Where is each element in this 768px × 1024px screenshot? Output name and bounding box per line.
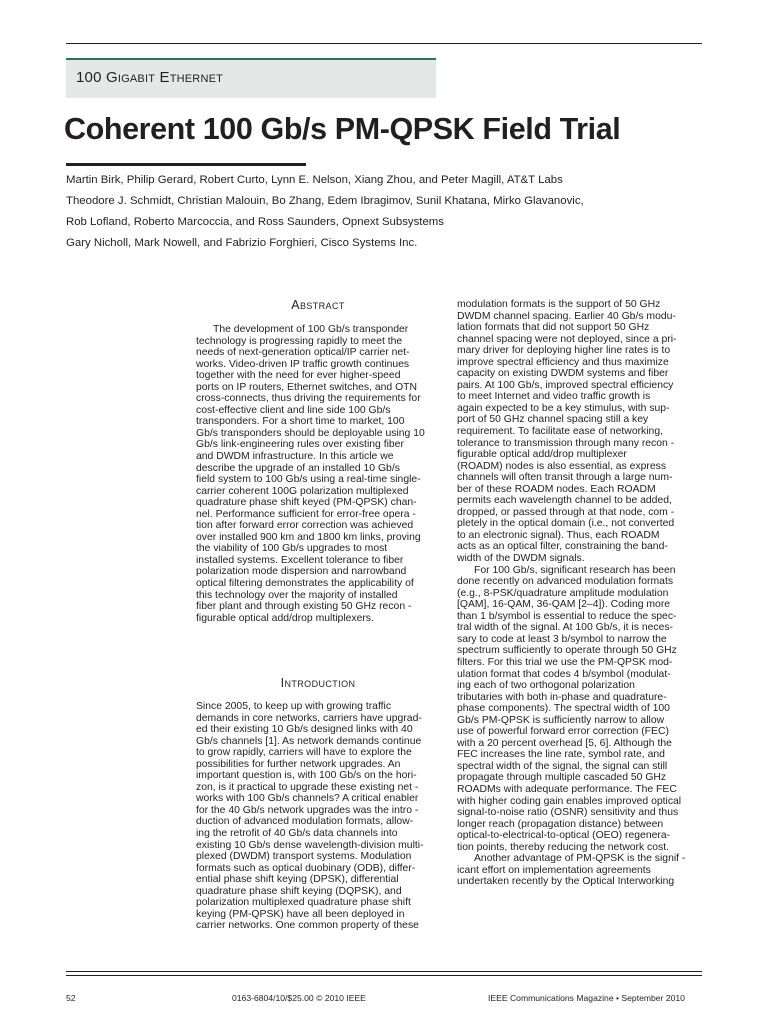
text-line: improve spectral efficiency and thus maximize (457, 356, 669, 368)
text-line: (ROADM) nodes is also essential, as express (457, 460, 667, 472)
text-line: modulation formats is the support of 50 GHz (457, 299, 661, 310)
text-line: again expected to be a key stimulus, with sup- (457, 402, 670, 414)
title-rule (66, 163, 306, 166)
text-line: filters. For this trial we use the PM-QPSK mod- (457, 656, 673, 668)
text-line: nel. Performance sufficient for error-free opera - (196, 508, 416, 520)
introduction-text (196, 701, 440, 932)
text-line: optical filtering demonstrates the applicability of (196, 578, 414, 590)
text-line: channel spacing were not deployed, since a pri- (457, 333, 677, 345)
text-line: tral width of the signal. At 100 Gb/s, it is neces- (457, 622, 674, 634)
right-column-text (457, 299, 701, 888)
text-line: describe the upgrade of an installed 10 Gb/s (196, 462, 400, 474)
text-line: pletely in the optical domain (i.e., not converted (457, 518, 675, 530)
text-line: possibilities for further network upgrades. An (196, 758, 401, 770)
text-line: tributaries with both in-phase and quadrature- (457, 691, 667, 703)
bottom-rule (66, 975, 702, 976)
text-line: needs of next-generation optical/IP carrier net- (196, 347, 410, 359)
text-line: works with 100 Gb/s channels? A critical enabler (196, 793, 419, 805)
section-banner (66, 58, 436, 98)
text-line: quadrature phase shift keyed (PM-QPSK) chan- (196, 497, 417, 509)
text-line: keying (PM-QPSK) have all been deployed in (196, 908, 405, 920)
text-line: polarization multiplexed quadrature phase shift (196, 897, 411, 909)
text-line: over installed 900 km and 1800 km links, proving (196, 531, 421, 543)
article-title: Coherent 100 Gb/s PM-QPSK Field Trial (64, 112, 621, 146)
text-line: DWDM channel spacing. Earlier 40 Gb/s modu- (457, 310, 676, 322)
text-line: For 100 Gb/s, significant research has been (474, 564, 676, 576)
magazine-info: IEEE Communications Magazine • September 2010 (488, 993, 685, 1003)
text-line: ROADMs with adequate performance. The FEC (457, 783, 677, 795)
text-line: this technology over the majority of installed (196, 589, 398, 601)
text-line: propagate through multiple cascaded 50 GHz (457, 772, 667, 784)
text-line: fiber plant and through existing 50 GHz recon - (196, 601, 412, 613)
text-line: use of powerful forward error correction (FEC) (457, 726, 669, 738)
text-line: for the 40 Gb/s network upgrades was the intro - (196, 804, 419, 816)
copyright-code: 0163-6804/10/$25.00 © 2010 IEEE (232, 993, 366, 1003)
text-line: and DWDM infrastructure. In this article we (196, 451, 394, 463)
author-line: Rob Lofland, Roberto Marcoccia, and Ross Saunders, Opnext Subsystems (66, 216, 444, 228)
text-line: requirement. To facilitate ease of networking, (457, 426, 664, 438)
top-rule (66, 43, 702, 44)
text-line: important question is, with 100 Gb/s on the hori- (196, 770, 417, 782)
text-line: tion after forward error correction was achieved (196, 520, 414, 532)
text-line: duction of advanced modulation formats, allow- (196, 816, 414, 828)
text-line: figurable optical add/drop multiplexers. (196, 612, 374, 624)
text-line: signal-to-noise ratio (OSNR) sensitivity and thus (457, 807, 679, 819)
text-line: ulation format that codes 4 b/symbol (modulat- (457, 668, 671, 680)
text-line: carrier networks. One common property of these (196, 920, 419, 932)
text-line: the viability of 100 Gb/s upgrades to most (196, 543, 388, 555)
text-line: done recently on advanced modulation formats (457, 576, 674, 588)
text-line: tolerance to transmission through many recon - (457, 437, 675, 449)
abstract-text (196, 324, 440, 624)
text-line: transponders. For a short time to market, 100 (196, 416, 405, 428)
text-line: FEC increases the line rate, symbol rate, and (457, 749, 665, 761)
text-line: permits each wavelength channel to be added, (457, 495, 672, 507)
author-line: Theodore J. Schmidt, Christian Malouin, Bo Zhang, Edem Ibragimov, Sunil Khatana, Mirko Glavanovic, (66, 195, 584, 207)
text-line: demands in core networks, carriers have upgrad- (196, 712, 422, 724)
text-line: acts as an optical filter, constraining the band- (457, 541, 668, 553)
text-line: channels will often transit through a large num- (457, 472, 673, 484)
text-line: spectrum sufficiently to operate through 50 GHz (457, 645, 677, 657)
text-line: figurable optical add/drop multiplexer (457, 449, 627, 461)
text-line: Gb/s PM-QPSK is sufficiently narrow to allow (457, 714, 665, 726)
text-line: The development of 100 Gb/s transponder (213, 324, 409, 335)
text-line: technology is progressing rapidly to meet the (196, 335, 403, 347)
page-number: 52 (66, 993, 76, 1003)
text-line: to grow rapidly, carriers will have to explore the (196, 747, 412, 759)
text-line: capacity on existing DWDM systems and fiber (457, 368, 669, 380)
text-line: mary driver for deploying higher line rates is to (457, 345, 671, 357)
text-line: plexed (DWDM) transport systems. Modulation (196, 851, 412, 863)
text-line: ber of these ROADM nodes. Each ROADM (457, 483, 656, 495)
text-line: installed systems. Excellent tolerance to fiber (196, 554, 404, 566)
bottom-rule (66, 971, 702, 972)
text-line: cost-effective client and line side 100 Gb/s (196, 404, 391, 416)
introduction-heading: Introduction (280, 676, 356, 690)
text-line: than 1 b/symbol is essential to reduce the spec- (457, 610, 677, 622)
author-list (66, 170, 706, 254)
text-line: with higher coding gain enables improved optical (457, 795, 682, 807)
text-line: carrier coherent 100G polarization multiplexed (196, 485, 409, 497)
author-line: Martin Birk, Philip Gerard, Robert Curto, Lynn E. Nelson, Xiang Zhou, and Peter Magill, AT&T Labs (66, 174, 563, 186)
text-line: icant effort on implementation agreements (457, 864, 651, 876)
text-line: ential phase shift keying (DPSK), differential (196, 874, 399, 886)
text-line: formats such as optical duobinary (ODB), differ- (196, 862, 416, 874)
text-line: Another advantage of PM-QPSK is the signif - (474, 853, 686, 865)
text-line: tion points, thereby reducing the network cost. (457, 841, 669, 853)
text-line: to meet Internet and video traffic growth is (457, 391, 651, 403)
author-line: Gary Nicholl, Mark Nowell, and Fabrizio Forghieri, Cisco Systems Inc. (66, 237, 418, 249)
abstract-heading: Abstract (291, 298, 345, 312)
text-line: [QAM], 16-QAM, 36-QAM [2–4]). Coding more (457, 599, 671, 611)
text-line: lation formats that did not support 50 GHz (457, 322, 650, 334)
text-line: to an electronic signal). Thus, each ROADM (457, 529, 660, 541)
text-line: longer reach (propagation distance) between (457, 818, 664, 830)
text-line: ports on IP routers, Ethernet switches, and OTN (196, 381, 417, 393)
text-line: with a 20 percent overhead [5, 6]. Although the (457, 737, 672, 749)
text-line: Gb/s transponders should be deployable using 10 (196, 427, 425, 439)
text-line: pairs. At 100 Gb/s, improved spectral efficiency (457, 379, 674, 391)
text-line: dropped, or passed through at that node, com - (457, 506, 675, 518)
section-label: 100 Gigabit Ethernet (76, 69, 224, 86)
text-line: polarization mode dispersion and narrowband (196, 566, 407, 578)
text-line: ing each of two orthogonal polarization (457, 680, 635, 692)
text-line: port of 50 GHz channel spacing still a key (457, 414, 649, 426)
text-line: existing 10 Gb/s dense wavelength-division multi- (196, 839, 424, 851)
text-line: Gb/s channels [1]. As network demands continue (196, 735, 422, 747)
text-line: zon, is it practical to upgrade these existing net - (196, 781, 419, 793)
text-line: undertaken recently by the Optical Interworking (457, 876, 675, 888)
text-line: works. Video-driven IP traffic growth continues (196, 358, 410, 370)
text-line: ing the retrofit of 40 Gb/s data channels into (196, 828, 398, 840)
text-line: spectral width of the signal, the signal can still (457, 760, 668, 772)
text-line: sary to code at least 3 b/symbol to narrow the (457, 633, 667, 645)
text-line: cross-connects, thus driving the requirements for (196, 393, 421, 405)
text-line: (e.g., 8-PSK/quadrature amplitude modulation (457, 587, 669, 599)
text-line: quadrature phase shift keying (DQPSK), and (196, 885, 402, 897)
text-line: width of the DWDM signals. (457, 553, 585, 565)
text-line: optical-to-electrical-to-optical (OEO) regenera- (457, 830, 671, 842)
text-line: together with the need for ever higher-speed (196, 370, 401, 382)
text-line: ed their existing 10 Gb/s designed links with 40 (196, 724, 413, 736)
text-line: Gb/s link-engineering rules over existing fiber (196, 439, 404, 451)
text-line: phase components). The spectral width of 100 (457, 703, 670, 715)
text-line: field system to 100 Gb/s using a real-time single- (196, 474, 421, 486)
text-line: Since 2005, to keep up with growing traffic (196, 701, 392, 712)
